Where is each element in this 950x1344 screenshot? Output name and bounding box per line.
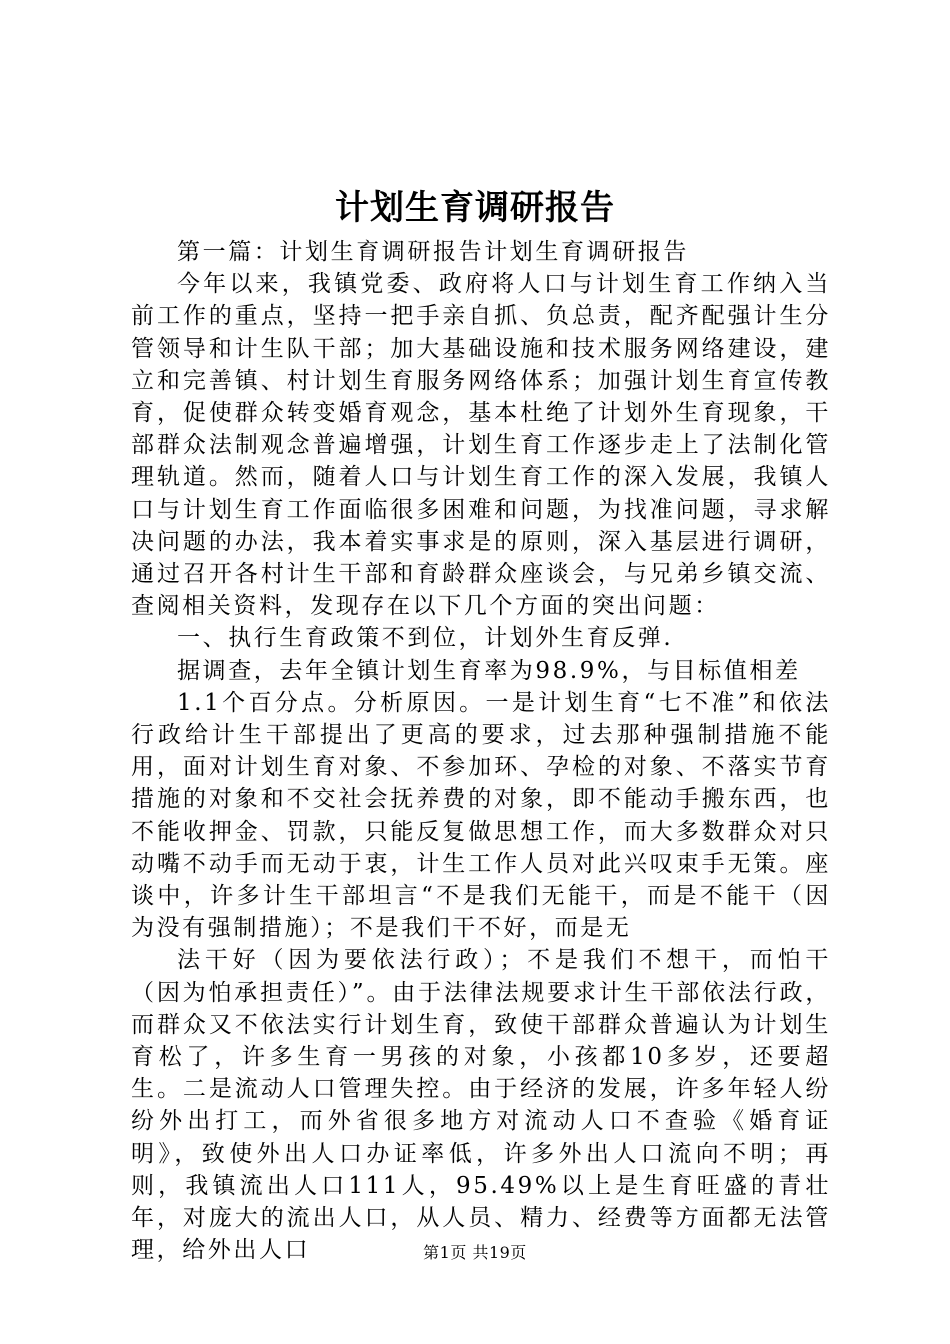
page-number-footer: 第1页 共19页 <box>423 1243 527 1262</box>
document-body <box>131 236 831 1267</box>
subsection-heading: 一、执行生育政策不到位，计划外生育反弹. <box>177 625 674 652</box>
body-paragraph: 今年以来，我镇党委、政府将人口与计划生育工作纳入当前工作的重点，坚持一把手亲自抓、负总责，配齐配强计生分管领导和计生队干部；加大基础设施和技术服务网络建设，建立和完善镇、村计划生育服务网络体系；加强计划生育宣传教育，促使群众转变婚育观念，基本杜绝了计划外生育现象，干部群众法制观念普遍增强，计划生育工作逐步走上了法制化管理轨道。然而，随着人口与计划生育工作的深入发展，我镇人口与计划生育工作面临很多困难和问题，为找准问题，寻求解决问题的办法，我本着实事求是的原则，深入基层进行调研，通过召开各村计生干部和育龄群众座谈会，与兄弟乡镇交流、查阅相关资料，发现存在以下几个方面的突出问题： <box>131 271 831 620</box>
document-title: 计划生育调研报告 <box>335 188 615 228</box>
body-paragraph: 法干好（因为要依法行政）；不是我们不想干，而怕干（因为怕承担责任）”。由于法律法规要求计生干部依法行政，而群众又不依法实行计划生育，致使干部群众普遍认为计划生育松了，许多生育一男孩的对象，小孩都10多岁，还要超生。二是流动人口管理失控。由于经济的发展，许多年轻人纷纷外出打工，而外省很多地方对流动人口不查验《婚育证明》，致使外出人口办证率低，许多外出人口流向不明；再则，我镇流出人口111人，95.49%以上是生育旺盛的青壮年，对庞大的流出人口，从人员、精力、经费等方面都无法管理，给外出人口 <box>131 947 831 1264</box>
section-heading: 第一篇：计划生育调研报告计划生育调研报告 <box>177 239 689 265</box>
body-paragraph: 据调查，去年全镇计划生育率为98.9%，与目标值相差 <box>177 657 801 684</box>
body-paragraph: 1.1个百分点。分析原因。一是计划生育“七不准”和依法行政给计生干部提出了更高的要求，过去那种强制措施不能用，面对计划生育对象、不参加环、孕检的对象、不落实节育措施的对象和不交社会抚养费的对象，即不能动手搬东西，也不能收押金、罚款，只能反复做思想工作，而大多数群众对只动嘴不动手而无动于衷，计生工作人员对此兴叹束手无策。座谈中，许多计生干部坦言“不是我们无能干，而是不能干（因为没有强制措施）；不是我们干不好，而是无 <box>131 689 831 942</box>
